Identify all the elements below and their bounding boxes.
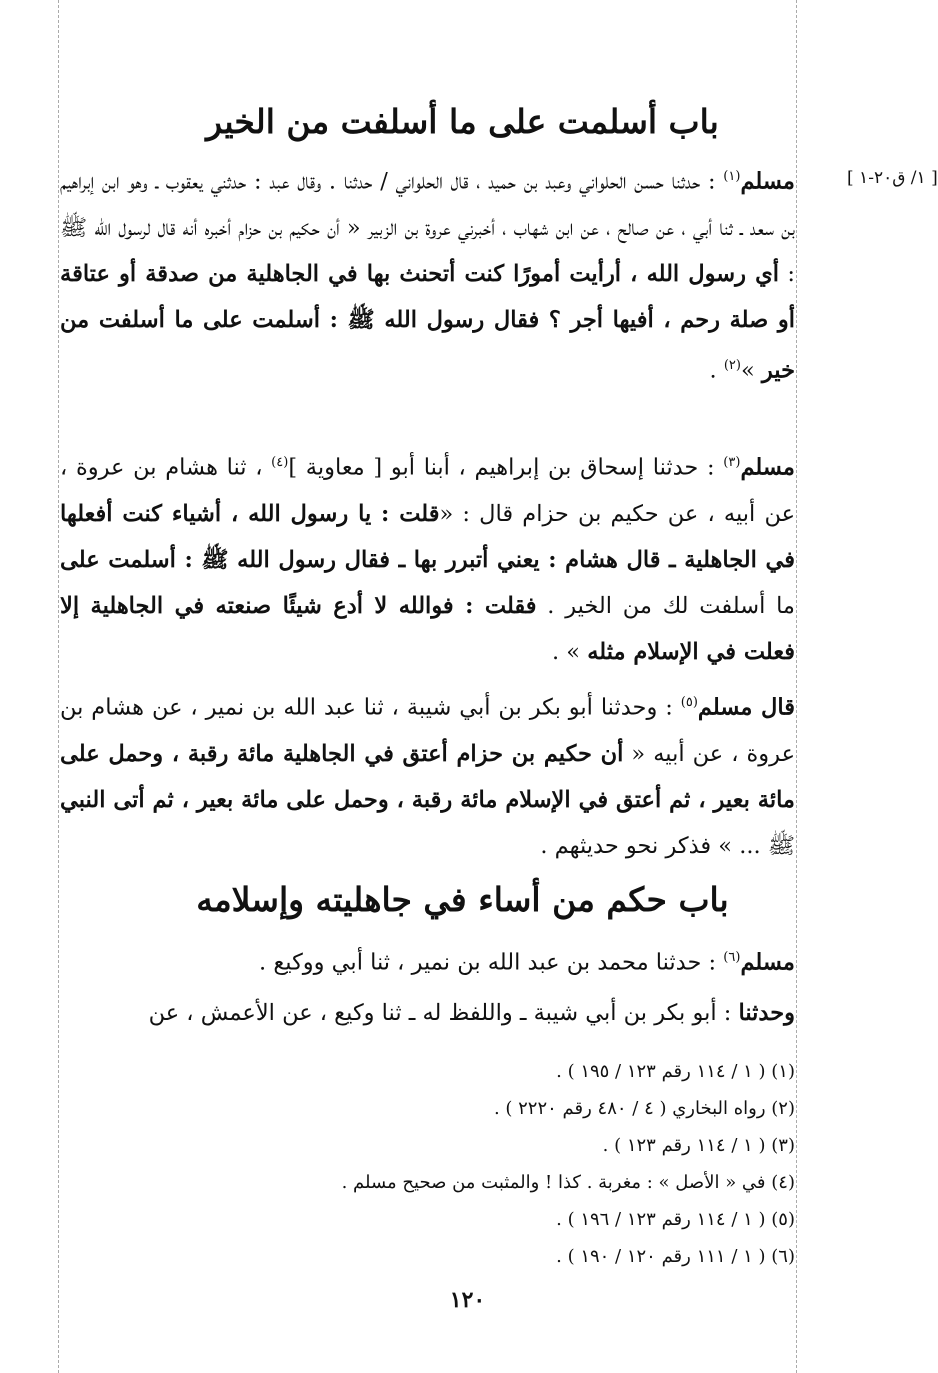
hadith-3-text: : وحدثنا أبو بكر بن أبي شيبة ، ثنا عبد الله بن نمير ، عن هشام بن عروة ، عن أبيه « — [60, 694, 795, 767]
hadith-3-lead: قال مسلم — [697, 694, 795, 721]
footnote-5: (٥) ( ١ / ١١٤ رقم ١٢٣ / ١٩٦ ) . — [556, 1209, 795, 1230]
footnote-ref-4: (٤) — [271, 455, 289, 470]
hadith-4 — [60, 935, 795, 986]
hadith-5-text: : أبو بكر بن أبي شيبة ـ واللفظ له ـ ثنا وكيع ، عن الأعمش ، عن — [148, 1000, 739, 1026]
footnote-4: (٤) في « الأصل » : مغربة . كذا ! والمثبت من صحيح مسلم . — [341, 1172, 795, 1193]
hadith-3 — [60, 680, 795, 869]
hadith-5 — [60, 990, 795, 1036]
hadith-2-text: : حدثنا إسحاق بن إبراهيم ، أبنا أبو [ معاوية ] — [288, 454, 724, 481]
hadith-1-lead: مسلم — [740, 168, 795, 195]
hadith-2 — [60, 440, 795, 675]
footnote-ref-2: (٢) — [723, 357, 741, 373]
manuscript-folio-ref: [ ١/ ق٢٠-١ ] — [847, 168, 938, 188]
footnote-2: (٢) رواه البخاري ( ٤ / ٤٨٠ رقم ٢٢٢٠ ) . — [493, 1098, 795, 1119]
footnote-3: (٣) ( ١ / ١١٤ رقم ١٢٣ ) . — [602, 1135, 795, 1156]
section-title-1: باب أسلمت على ما أسلفت من الخير — [206, 102, 719, 141]
hadith-3-tail: ﷺ ... » فذكر نحو حديثهم . — [540, 832, 795, 859]
hadith-2-bold: قلت : يا رسول الله ، أشياء كنت أفعلها في الجاهلية ـ قال هشام : يعني أتبرر بها ـ فقال رسول الله ﷺ : أسلمت على — [60, 500, 795, 573]
hadith-2-tail: » . — [551, 638, 588, 665]
footnote-ref-3: (٣) — [723, 455, 741, 470]
footnote-ref-1: (١) — [723, 169, 741, 184]
hadith-4-text: : حدثنا محمد بن عبد الله بن نمير ، ثنا أبي ووكيع . — [259, 949, 724, 976]
page-number: ١٢٠ — [449, 1287, 486, 1313]
hadith-2-text2: ، ثنا هشام بن عروة ، عن أبيه ، عن حكيم بن حزام قال : « — [60, 454, 795, 527]
hadith-5-lead: وحدثنا — [738, 1000, 795, 1026]
hadith-1-tail: . — [709, 357, 724, 383]
hadith-1-bold: أي رسول الله ، أرأيت أمورًا كنت أتحنث بها في الجاهلية من صدقة أو عتاقة أو صلة رحم ، أفيها أجر ؟ فقال رسول الله ﷺ : أسلمت على ما أسلفت من خير — [60, 260, 795, 383]
footnote-ref-5: (٥) — [680, 695, 698, 710]
hadith-3-bold: أن حكيم بن حزام أعتق في الجاهلية مائة رقبة ، وحمل على مائة بعير ، ثم أعتق في الإسلام مائة رقبة ، وحمل على مائة بعير ، ثم أتى النبي — [60, 740, 795, 813]
hadith-1 — [60, 154, 795, 393]
hadith-2-lead: مسلم — [740, 454, 795, 481]
hadith-2-text3: ما أسلفت لك من الخير . — [536, 592, 795, 619]
hadith-2-bold2: فقلت : فوالله لا أدع شيئًا صنعته في الجاهلية إلا فعلت في الإسلام مثله — [60, 592, 795, 665]
footnote-1: (١) ( ١ / ١١٤ رقم ١٢٣ / ١٩٥ ) . — [556, 1061, 795, 1082]
section-title-2: باب حكم من أساء في جاهليته وإسلامه — [196, 880, 729, 919]
hadith-1-end: » — [740, 357, 762, 383]
hadith-1-text: : حدثنا حسن الحلواني وعبد بن حميد ، قال الحلواني / حدثنا . وقال عبد : حدثني يعقوب ـ وهو ابن إبراهيم بن سعد ـ ثنا أبي ، عن صالح ، عن ابن شهاب ، أخبرني عروة بن الزبير « أن حكيم بن حزام أخبره أنه قال لرسول الله ﷺ : — [60, 168, 796, 287]
footnote-ref-6: (٦) — [723, 950, 741, 965]
hadith-4-lead: مسلم — [740, 949, 795, 976]
footnote-6: (٦) ( ١ / ١١١ رقم ١٢٠ / ١٩٠ ) . — [556, 1246, 795, 1267]
footnotes — [90, 1053, 795, 1275]
